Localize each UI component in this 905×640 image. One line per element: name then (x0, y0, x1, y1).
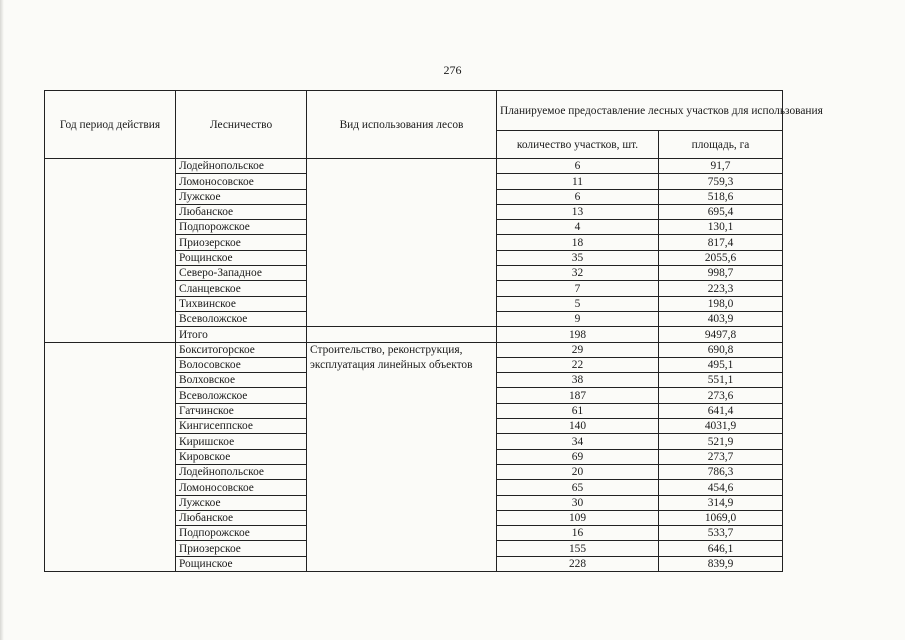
plot-count-cell: 155 (497, 541, 659, 556)
area-cell: 518,6 (659, 189, 783, 204)
forestry-name-cell: Приозерское (176, 235, 307, 250)
forest-allocation-table (44, 90, 823, 572)
area-cell: 533,7 (659, 526, 783, 541)
area-cell: 641,4 (659, 403, 783, 418)
area-cell: 998,7 (659, 266, 783, 281)
table-row (45, 159, 783, 174)
forestry-name-cell: Сланцевское (176, 281, 307, 296)
forestry-name-cell: Любанское (176, 510, 307, 525)
header-count: количество участков, шт. (497, 131, 659, 159)
plot-count-cell: 20 (497, 464, 659, 479)
area-cell: 454,6 (659, 480, 783, 495)
area-cell: 690,8 (659, 342, 783, 357)
area-cell: 223,3 (659, 281, 783, 296)
forestry-name-cell: Лужское (176, 189, 307, 204)
area-cell: 695,4 (659, 204, 783, 219)
forestry-name-cell: Подпорожское (176, 526, 307, 541)
year-cell (45, 159, 176, 343)
area-cell: 551,1 (659, 373, 783, 388)
area-cell: 786,3 (659, 464, 783, 479)
use-type-cell (307, 327, 497, 342)
forestry-name-cell: Лодейнопольское (176, 159, 307, 174)
plot-count-cell: 16 (497, 526, 659, 541)
plot-count-cell: 35 (497, 250, 659, 265)
area-cell: 2055,6 (659, 250, 783, 265)
forestry-name-cell: Киришское (176, 434, 307, 449)
forestry-name-cell: Лужское (176, 495, 307, 510)
area-cell: 314,9 (659, 495, 783, 510)
header-planned: Планируемое предоставление лесных участков для использования (497, 91, 783, 131)
plot-count-cell: 187 (497, 388, 659, 403)
area-cell: 521,9 (659, 434, 783, 449)
plot-count-cell: 140 (497, 419, 659, 434)
plot-count-cell: 38 (497, 373, 659, 388)
plot-count-cell: 69 (497, 449, 659, 464)
forestry-name-cell: Волосовское (176, 357, 307, 372)
plot-count-cell: 198 (497, 327, 659, 342)
plot-count-cell: 22 (497, 357, 659, 372)
area-cell: 646,1 (659, 541, 783, 556)
forestry-name-cell: Бокситогорское (176, 342, 307, 357)
plot-count-cell: 65 (497, 480, 659, 495)
plot-count-cell: 6 (497, 159, 659, 174)
plot-count-cell: 18 (497, 235, 659, 250)
header-area: площадь, га (659, 131, 783, 159)
table-row (45, 342, 783, 357)
plot-count-cell: 9 (497, 311, 659, 326)
plot-count-cell: 4 (497, 220, 659, 235)
area-cell: 759,3 (659, 174, 783, 189)
forestry-name-cell: Итого (176, 327, 307, 342)
forestry-name-cell: Приозерское (176, 541, 307, 556)
header-use-type: Вид использования лесов (307, 91, 497, 159)
plot-count-cell: 32 (497, 266, 659, 281)
forestry-name-cell: Лодейнопольское (176, 464, 307, 479)
area-cell: 495,1 (659, 357, 783, 372)
area-cell: 1069,0 (659, 510, 783, 525)
header-year: Год период действия (45, 91, 176, 159)
scan-edge-shadow (0, 0, 4, 640)
page-number: 276 (443, 63, 462, 77)
forestry-name-cell: Кингисеппское (176, 419, 307, 434)
area-cell: 91,7 (659, 159, 783, 174)
plot-count-cell: 7 (497, 281, 659, 296)
plot-count-cell: 61 (497, 403, 659, 418)
plot-count-cell: 228 (497, 556, 659, 571)
forestry-name-cell: Тихвинское (176, 296, 307, 311)
forestry-name-cell: Всеволожское (176, 388, 307, 403)
area-cell: 817,4 (659, 235, 783, 250)
area-cell: 273,6 (659, 388, 783, 403)
forestry-name-cell: Любанское (176, 204, 307, 219)
area-cell: 198,0 (659, 296, 783, 311)
forestry-name-cell: Волховское (176, 373, 307, 388)
forestry-name-cell: Рощинское (176, 250, 307, 265)
forestry-name-cell: Кировское (176, 449, 307, 464)
forestry-name-cell: Северо-Западное (176, 266, 307, 281)
header-forestry: Лесничество (176, 91, 307, 159)
use-type-cell: Строительство, реконструкция, эксплуатация линейных объектов (307, 342, 497, 571)
plot-count-cell: 30 (497, 495, 659, 510)
area-cell: 9497,8 (659, 327, 783, 342)
plot-count-cell: 34 (497, 434, 659, 449)
plot-count-cell: 13 (497, 204, 659, 219)
use-type-cell (307, 159, 497, 327)
forestry-name-cell: Всеволожское (176, 311, 307, 326)
area-cell: 4031,9 (659, 419, 783, 434)
plot-count-cell: 6 (497, 189, 659, 204)
forestry-name-cell: Рощинское (176, 556, 307, 571)
forestry-name-cell: Подпорожское (176, 220, 307, 235)
area-cell: 403,9 (659, 311, 783, 326)
area-cell: 130,1 (659, 220, 783, 235)
area-cell: 839,9 (659, 556, 783, 571)
plot-count-cell: 29 (497, 342, 659, 357)
area-cell: 273,7 (659, 449, 783, 464)
table-body (45, 159, 783, 572)
plot-count-cell: 5 (497, 296, 659, 311)
forestry-name-cell: Ломоносовское (176, 480, 307, 495)
forestry-name-cell: Ломоносовское (176, 174, 307, 189)
forestry-name-cell: Гатчинское (176, 403, 307, 418)
plot-count-cell: 109 (497, 510, 659, 525)
plot-count-cell: 11 (497, 174, 659, 189)
year-cell (45, 342, 176, 571)
